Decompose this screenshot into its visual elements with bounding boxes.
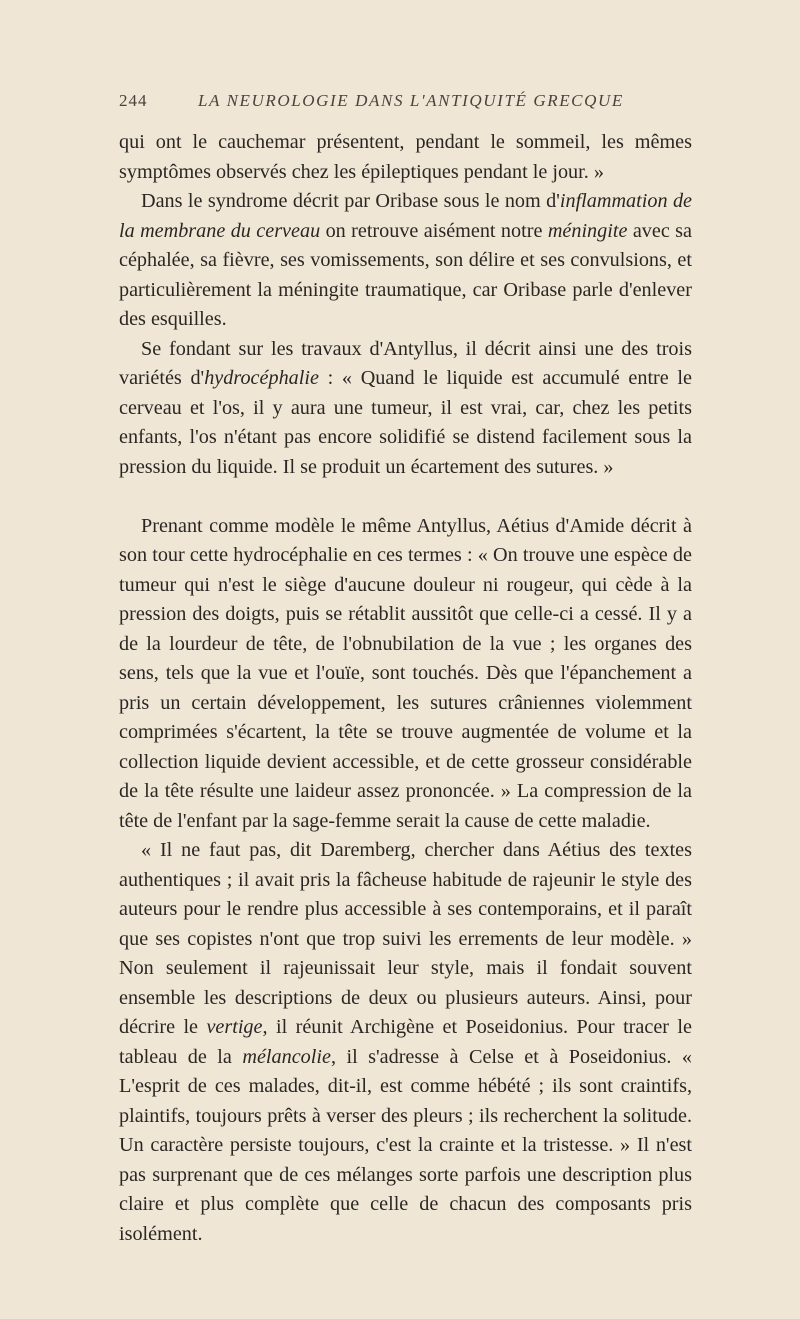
italic-term-vertige: vertige (206, 1016, 263, 1038)
paragraph-4 (119, 512, 692, 837)
paragraph-5 (119, 836, 692, 1249)
text-segment: « Il ne faut pas, dit Daremberg, chercher dans Aétius des textes authentiques ; il avait pris la fâcheuse habitude de rajeunir le style des auteurs pour le rendre plus accessible à ses contemporains, et il paraît que ses copistes n'ont que trop suivi les errements de leur modèle. » Non seulement il rajeunissait leur style, mais il fondait souvent ensemble les descriptions de deux ou plusieurs auteurs. Ainsi, pour décrire le (119, 839, 692, 1038)
text-segment: on retrouve aisément notre (320, 219, 548, 242)
text-segment: , il s'adresse à Celse et à Poseidonius. « L'esprit de ces malades, dit-il, est comme hébété ; ils sont craintifs, plaintifs, toujours prêts à verser des pleurs ; ils recherchent la solitude. Un caractère persiste toujours, c'est la crainte et la tristesse. » Il n'est pas surprenant que de ces mélanges sorte parfois une description plus claire et plus complète que celle de chacun des composants pris isolément. (119, 1045, 693, 1245)
text-segment: qui ont le cauchemar présentent, pendant le sommeil, les mêmes symptômes observés chez les épileptiques pendant le jour. » (119, 131, 692, 183)
italic-term-hydrocephalie: hydrocéphalie (204, 367, 319, 389)
text-segment: avec sa céphalée, sa fièvre, ses vomissements, son délire et ses convulsions, et particulièrement la méningite traumatique, car Oribase parle d'enlever des esquilles. (119, 219, 692, 330)
running-head (119, 91, 692, 111)
text-segment: Se fondant sur les travaux d'Antyllus, il décrit ainsi une des trois variétés d' (119, 337, 692, 389)
paragraph-2 (119, 187, 692, 335)
italic-term-meningite: méningite (547, 219, 628, 242)
page-number: 244 (119, 91, 148, 110)
text-segment: Prenant comme modèle le même Antyllus, Aétius d'Amide décrit à son tour cette hydrocéphalie en ces termes : « On trouve une espèce de tumeur qui n'est le siège d'aucune douleur ni rougeur, qui cède à la pression des doigts, puis se rétablit aussitôt que celle-ci a cessé. Il y a de la lourdeur de tête, de l'obnubilation de la vue ; les organes des sens, tels que la vue et l'ouïe, sont touchés. Dès que l'épanchement a pris un certain développement, les sutures crâniennes violemment comprimées s'écartent, la tête se trouve augmentée de volume et la collection liquide devient accessible, et de cette grosseur considérable de la tête résulte une laideur assez prononcée. » La compression de la tête de l'enfant par la sage-femme serait la cause de cette maladie. (119, 514, 692, 832)
text-segment: Dans le syndrome décrit par Oribase sous le nom d' (141, 190, 560, 212)
body-text (119, 128, 692, 1249)
paragraph-3 (119, 335, 692, 483)
running-title: LA NEUROLOGIE DANS L'ANTIQUITÉ GRECQUE (198, 91, 624, 110)
paragraph-1 (119, 128, 692, 187)
text-segment: , il réunit Archigène et Poseidonius. Pour tracer le tableau de la (119, 1016, 692, 1068)
text-segment: : « Quand le liquide est accumulé entre le cerveau et l'os, il y aura une tumeur, il est vrai, car, chez les petits enfants, l'os n'étant pas encore solidifié se distend facilement sous la pression du liquide. Il se produit un écartement des sutures. » (119, 367, 692, 478)
italic-term-melancolie: mélancolie (242, 1045, 331, 1068)
italic-term-inflammation: inflammation de la membrane du cerveau (119, 190, 692, 242)
